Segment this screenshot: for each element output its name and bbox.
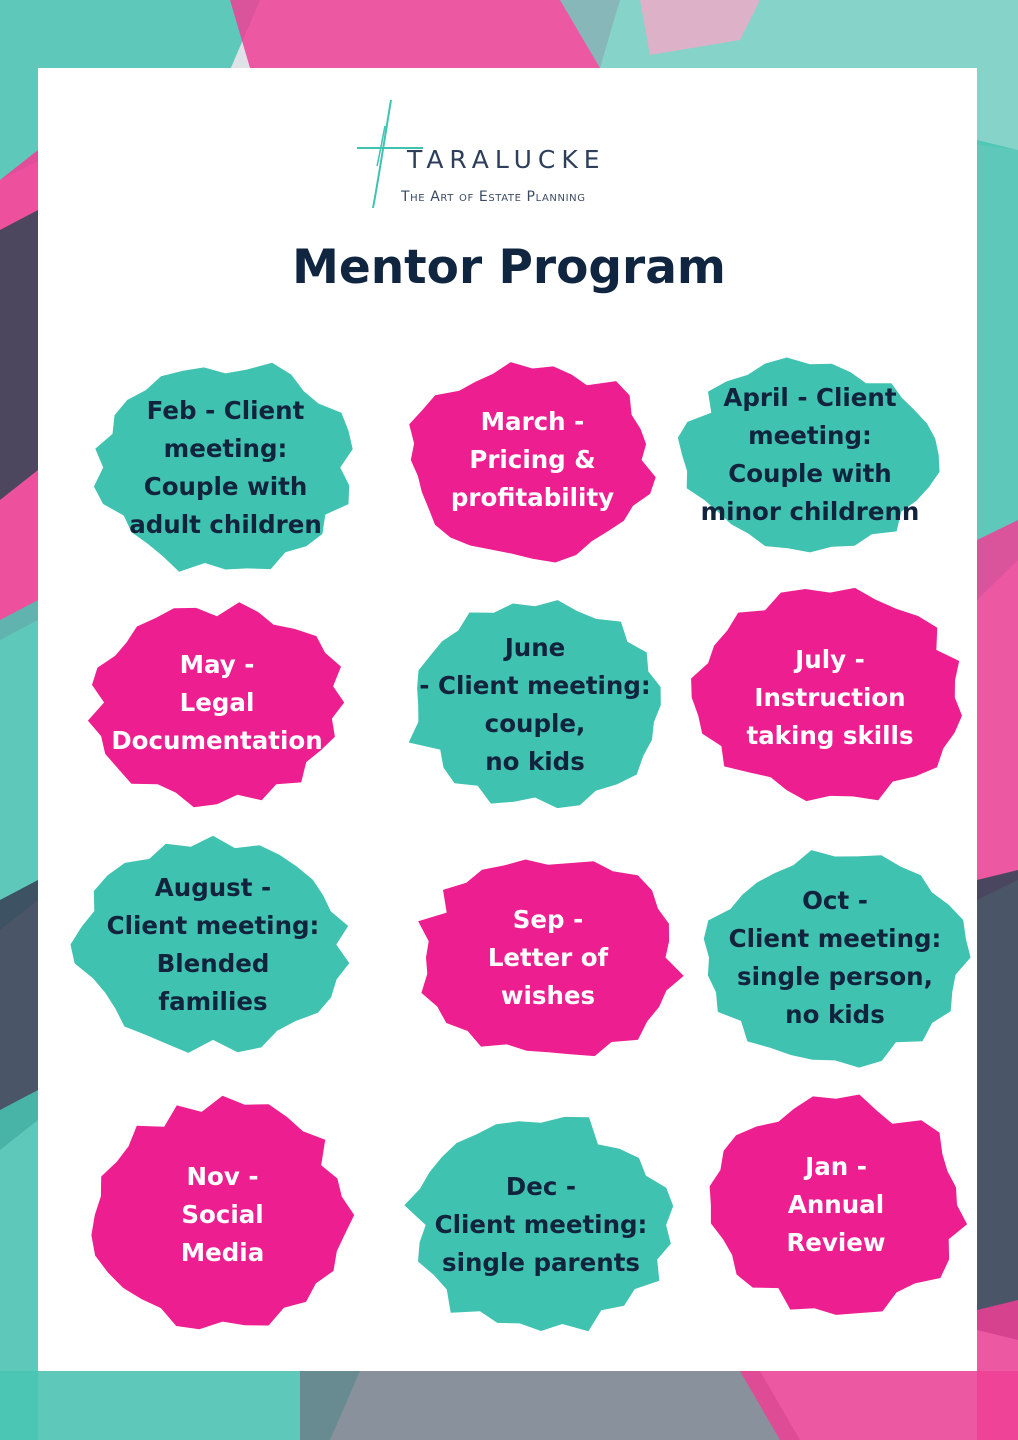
session-blob-11 [400,1110,682,1340]
session-blob-10 [85,1095,360,1335]
session-label: Feb - Client meeting: Couple with adult children [129,395,322,539]
session-blob-6 [685,585,975,810]
session-blob-2 [400,355,665,565]
session-blob-3 [675,355,945,555]
session-label: March - Pricing & profitability [450,407,615,512]
brand-tagline: The Art of Estate Planning [401,189,586,205]
session-label: Oct - Client meeting: single person, no kids [728,885,942,1029]
session-blob-4 [82,595,352,810]
session-blob-5 [400,595,670,815]
brand-name: TARALUCKE [407,145,606,174]
session-label: Dec - Client meeting: single parents [434,1172,648,1277]
session-blob-12 [698,1090,974,1320]
session-blob-9 [695,845,975,1070]
session-label: June - Client meeting: couple, no kids [419,633,651,776]
session-label: July - Instruction taking skills [746,644,914,750]
session-label: Sep - Letter of wishes [487,904,609,1010]
session-label: Nov - Social Media [180,1162,265,1267]
session-blob-7 [68,832,358,1057]
session-blob-8 [408,850,688,1065]
session-blob-1 [88,355,363,580]
session-label: May - Legal Documentation [111,649,323,755]
session-label: April - Client meeting: Couple with minor childrenn [700,383,920,526]
brand-logo [355,96,675,214]
session-label: August - Client meeting: Blended families [106,872,320,1016]
session-label: Jan - Annual Review [786,1152,886,1257]
page-title: Mentor Program [292,240,726,295]
